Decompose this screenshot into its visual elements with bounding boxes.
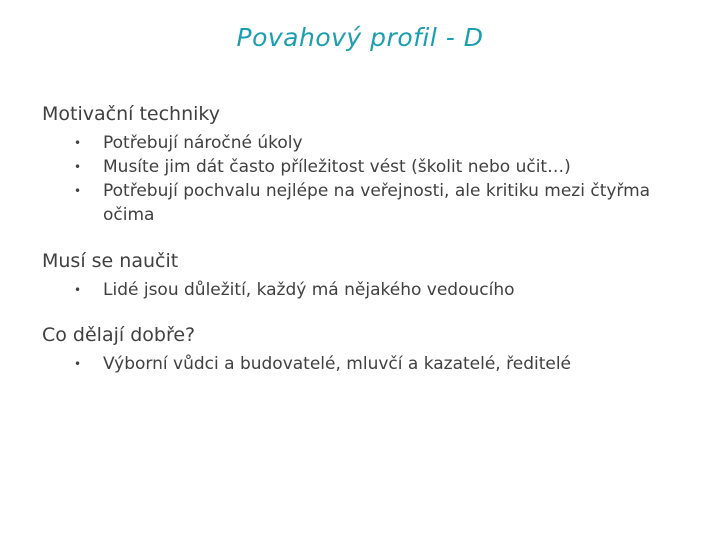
section-heading: Co dělají dobře? — [42, 324, 196, 346]
bullet-list — [42, 352, 682, 376]
section-motivation — [42, 101, 682, 227]
section-heading: Musí se naučit — [42, 250, 179, 272]
bullet-icon: • — [74, 136, 82, 150]
bullet-icon: • — [74, 283, 82, 297]
section-must-learn — [42, 248, 682, 302]
bullet-list — [42, 278, 682, 302]
list-item-text: Musíte jim dát často příležitost vést (školit nebo učit…) — [103, 157, 571, 177]
list-item-text: Lidé jsou důležití, každý má nějakého vedoucího — [103, 280, 515, 300]
slide-title: Povahový profil - D — [236, 23, 484, 52]
section-strengths — [42, 322, 682, 376]
slide-content — [42, 101, 682, 376]
bullet-icon: • — [74, 357, 82, 371]
bullet-list — [42, 131, 682, 227]
section-heading: Motivační techniky — [42, 103, 220, 125]
list-item-text: Výborní vůdci a budovatelé, mluvčí a kazatelé, ředitelé — [103, 354, 572, 374]
list-item — [42, 131, 682, 155]
list-item — [42, 278, 682, 302]
list-item-text: Potřebují náročné úkoly — [103, 133, 303, 153]
bullet-icon: • — [74, 184, 82, 198]
list-item — [42, 352, 682, 376]
list-item — [42, 155, 682, 179]
list-item-text: Potřebují pochvalu nejlépe na veřejnosti, ale kritiku mezi čtyřma očima — [103, 181, 651, 225]
list-item — [42, 179, 682, 227]
bullet-icon: • — [74, 160, 82, 174]
